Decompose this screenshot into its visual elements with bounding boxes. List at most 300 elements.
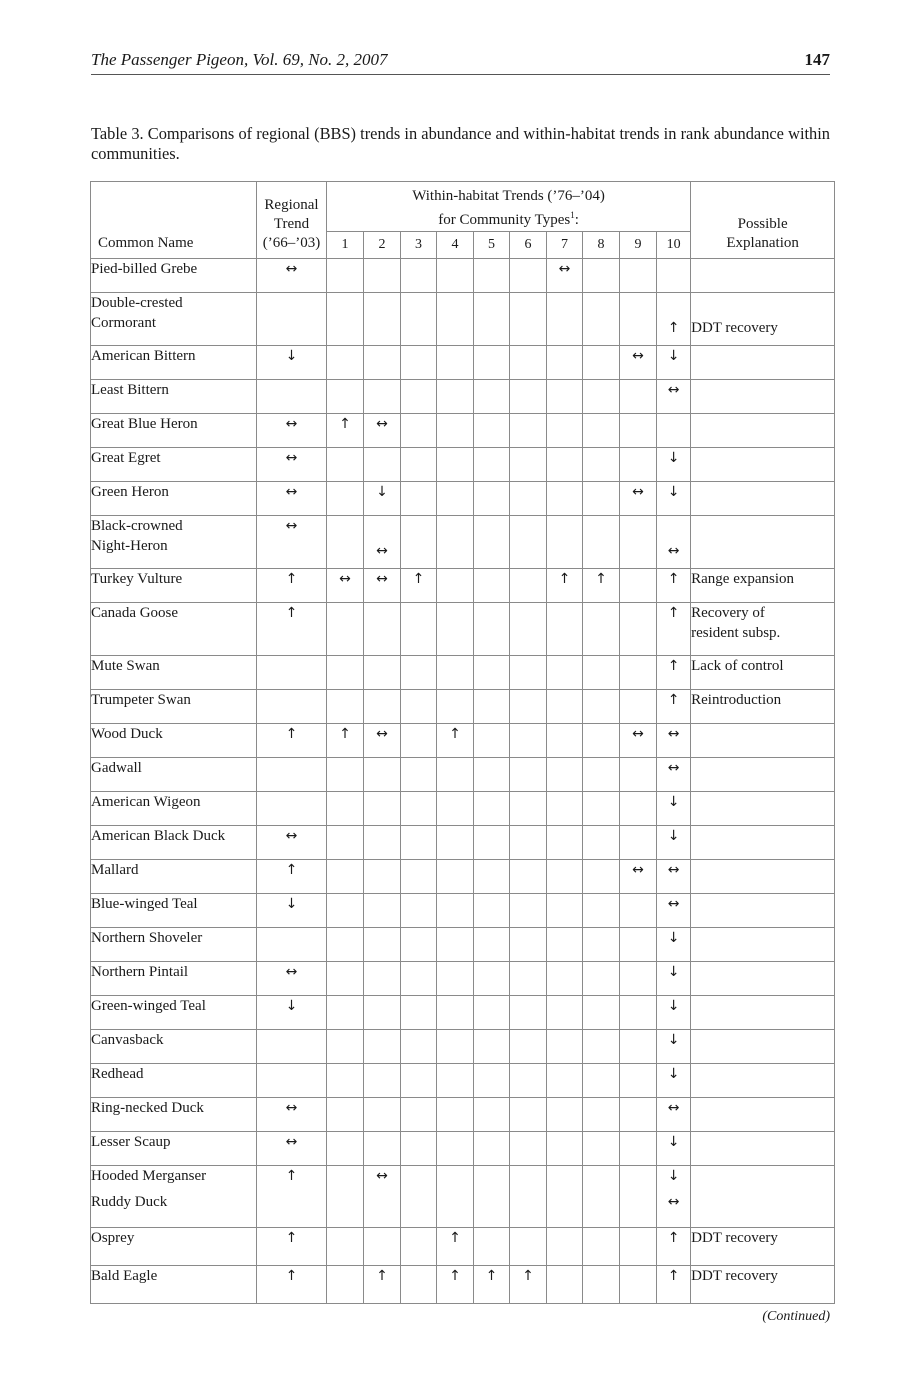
trend-cell-8 bbox=[583, 724, 620, 758]
species-name: Wood Duck bbox=[91, 724, 257, 758]
trend-cell-10: ↑ bbox=[657, 569, 691, 603]
trend-cell-4 bbox=[437, 1098, 474, 1132]
trend-cell-10: ↓ bbox=[657, 482, 691, 516]
trend-cell-8 bbox=[583, 482, 620, 516]
trend-cell-3 bbox=[401, 1166, 437, 1228]
trend-cell-2 bbox=[364, 656, 401, 690]
trend-cell-5 bbox=[474, 569, 510, 603]
regional-trend-cell bbox=[257, 758, 327, 792]
trend-cell-9: ↔ bbox=[620, 860, 657, 894]
trend-cell-3 bbox=[401, 1064, 437, 1098]
trend-cell-8 bbox=[583, 448, 620, 482]
table-row bbox=[91, 448, 835, 482]
trend-cell-7 bbox=[547, 792, 583, 826]
footnote-mark: 1 bbox=[570, 210, 575, 220]
trend-cell-7 bbox=[547, 1030, 583, 1064]
trend-cell-6 bbox=[510, 569, 547, 603]
species-name: American Black Duck bbox=[91, 826, 257, 860]
species-name: Ring-necked Duck bbox=[91, 1098, 257, 1132]
trend-cell-4 bbox=[437, 603, 474, 656]
trend-cell-7: ↔ bbox=[547, 259, 583, 293]
species-name: Hooded Merganser Ruddy Duck bbox=[91, 1166, 257, 1228]
trend-cell-7 bbox=[547, 758, 583, 792]
trend-cell-3 bbox=[401, 962, 437, 996]
trend-cell-1 bbox=[327, 1064, 364, 1098]
trend-cell-10 bbox=[657, 414, 691, 448]
trend-cell-5 bbox=[474, 414, 510, 448]
regional-trend-cell bbox=[257, 1064, 327, 1098]
trend-cell-5 bbox=[474, 1098, 510, 1132]
trend-cell-6 bbox=[510, 928, 547, 962]
header-regional-trend: Regional Trend (’66–’03) bbox=[257, 182, 327, 259]
trend-cell-9 bbox=[620, 792, 657, 826]
species-name: Lesser Scaup bbox=[91, 1132, 257, 1166]
table-row bbox=[91, 482, 835, 516]
trend-cell-7 bbox=[547, 894, 583, 928]
header-common-name: Common Name bbox=[91, 182, 257, 259]
trend-cell-9 bbox=[620, 690, 657, 724]
trend-cell-10: ↔ bbox=[657, 724, 691, 758]
trend-cell-1 bbox=[327, 259, 364, 293]
trend-cell-9 bbox=[620, 1228, 657, 1266]
trend-cell-9 bbox=[620, 1266, 657, 1304]
trend-cell-1 bbox=[327, 516, 364, 569]
species-name: Northern Shoveler bbox=[91, 928, 257, 962]
header-community-4: 4 bbox=[437, 232, 474, 259]
regional-trend-cell bbox=[257, 293, 327, 346]
trend-cell-1 bbox=[327, 690, 364, 724]
trend-cell-3 bbox=[401, 724, 437, 758]
regional-trend-cell: ↔ bbox=[257, 1098, 327, 1132]
trend-cell-8 bbox=[583, 1030, 620, 1064]
page-header bbox=[91, 46, 830, 75]
trend-cell-2: ↓ bbox=[364, 482, 401, 516]
trend-cell-4 bbox=[437, 996, 474, 1030]
table-row bbox=[91, 293, 835, 346]
journal-title: The Passenger Pigeon, Vol. 69, No. 2, 2007 bbox=[91, 50, 388, 69]
trend-cell-8 bbox=[583, 826, 620, 860]
trend-cell-6 bbox=[510, 860, 547, 894]
trend-cell-9 bbox=[620, 516, 657, 569]
trend-cell-8 bbox=[583, 894, 620, 928]
trend-cell-9 bbox=[620, 414, 657, 448]
regional-trend-cell: ↔ bbox=[257, 259, 327, 293]
table-row bbox=[91, 962, 835, 996]
trend-cell-2 bbox=[364, 1030, 401, 1064]
explanation-cell bbox=[691, 1098, 835, 1132]
trend-cell-1 bbox=[327, 792, 364, 826]
regional-trend-cell: ↓ bbox=[257, 996, 327, 1030]
trend-cell-1 bbox=[327, 962, 364, 996]
trend-cell-3 bbox=[401, 414, 437, 448]
regional-trend-cell bbox=[257, 1030, 327, 1064]
trend-cell-7 bbox=[547, 962, 583, 996]
trend-cell-3 bbox=[401, 448, 437, 482]
trend-cell-9 bbox=[620, 894, 657, 928]
trend-cell-8 bbox=[583, 758, 620, 792]
species-name: Bald Eagle bbox=[91, 1266, 257, 1304]
trend-cell-9 bbox=[620, 996, 657, 1030]
trend-cell-5 bbox=[474, 792, 510, 826]
trend-cell-3 bbox=[401, 1132, 437, 1166]
trend-cell-2 bbox=[364, 758, 401, 792]
regional-trend-cell: ↔ bbox=[257, 448, 327, 482]
trend-cell-9 bbox=[620, 1030, 657, 1064]
explanation-cell bbox=[691, 1030, 835, 1064]
trend-cell-9 bbox=[620, 603, 657, 656]
trend-cell-8 bbox=[583, 259, 620, 293]
trend-cell-3 bbox=[401, 928, 437, 962]
explanation-cell bbox=[691, 380, 835, 414]
trend-cell-9 bbox=[620, 928, 657, 962]
table-caption: Table 3. Comparisons of regional (BBS) trends in abundance and within-habitat trends in rank abundance within communities. bbox=[91, 124, 830, 163]
species-name: Green Heron bbox=[91, 482, 257, 516]
trend-cell-9 bbox=[620, 448, 657, 482]
trend-cell-9 bbox=[620, 569, 657, 603]
trend-cell-8 bbox=[583, 1098, 620, 1132]
regional-trend-cell: ↔ bbox=[257, 414, 327, 448]
trend-cell-9 bbox=[620, 656, 657, 690]
trend-cell-3 bbox=[401, 1098, 437, 1132]
trend-cell-10: ↑ bbox=[657, 603, 691, 656]
trend-cell-6 bbox=[510, 656, 547, 690]
trend-cell-1 bbox=[327, 1098, 364, 1132]
explanation-cell: Range expansion bbox=[691, 569, 835, 603]
species-name: Redhead bbox=[91, 1064, 257, 1098]
trend-cell-4 bbox=[437, 1132, 474, 1166]
trend-cell-6 bbox=[510, 792, 547, 826]
explanation-cell bbox=[691, 758, 835, 792]
table-row bbox=[91, 656, 835, 690]
trend-cell-1: ↑ bbox=[327, 724, 364, 758]
trend-cell-10: ↔ bbox=[657, 860, 691, 894]
header-community-2: 2 bbox=[364, 232, 401, 259]
trend-cell-10: ↑ bbox=[657, 690, 691, 724]
trend-cell-1 bbox=[327, 1228, 364, 1266]
trend-cell-9 bbox=[620, 1166, 657, 1228]
trend-cell-1 bbox=[327, 758, 364, 792]
trend-cell-4 bbox=[437, 826, 474, 860]
trend-cell-3 bbox=[401, 690, 437, 724]
species-name: Great Blue Heron bbox=[91, 414, 257, 448]
trend-cell-9 bbox=[620, 1132, 657, 1166]
explanation-cell: DDT recovery bbox=[691, 1266, 835, 1304]
explanation-cell bbox=[691, 894, 835, 928]
trend-cell-5 bbox=[474, 516, 510, 569]
table-row bbox=[91, 603, 835, 656]
explanation-cell bbox=[691, 724, 835, 758]
trend-cell-10: ↓ bbox=[657, 962, 691, 996]
trend-cell-10: ↔ bbox=[657, 894, 691, 928]
trend-cell-7 bbox=[547, 1132, 583, 1166]
trend-cell-9: ↔ bbox=[620, 724, 657, 758]
table-row bbox=[91, 1098, 835, 1132]
trend-cell-5 bbox=[474, 482, 510, 516]
trend-cell-8 bbox=[583, 603, 620, 656]
trend-cell-1 bbox=[327, 346, 364, 380]
regional-trend-cell: ↑ bbox=[257, 860, 327, 894]
regional-trend-cell: ↔ bbox=[257, 482, 327, 516]
table-row bbox=[91, 1030, 835, 1064]
explanation-cell: Lack of control bbox=[691, 656, 835, 690]
header-explanation: Possible Explanation bbox=[691, 182, 835, 259]
explanation-cell bbox=[691, 860, 835, 894]
trend-cell-1 bbox=[327, 826, 364, 860]
trend-cell-2: ↔ bbox=[364, 414, 401, 448]
trend-cell-8 bbox=[583, 996, 620, 1030]
regional-trend-cell: ↑ bbox=[257, 1228, 327, 1266]
explanation-cell bbox=[691, 928, 835, 962]
trend-cell-3 bbox=[401, 259, 437, 293]
trend-cell-2 bbox=[364, 448, 401, 482]
trend-cell-3 bbox=[401, 1030, 437, 1064]
trend-cell-3 bbox=[401, 860, 437, 894]
trend-cell-2: ↑ bbox=[364, 1266, 401, 1304]
trend-cell-1 bbox=[327, 482, 364, 516]
trend-cell-4 bbox=[437, 380, 474, 414]
trend-cell-5 bbox=[474, 603, 510, 656]
trend-cell-2 bbox=[364, 603, 401, 656]
trend-cell-2 bbox=[364, 346, 401, 380]
trend-cell-7 bbox=[547, 603, 583, 656]
trend-cell-1 bbox=[327, 603, 364, 656]
trend-cell-5 bbox=[474, 1064, 510, 1098]
trend-cell-8 bbox=[583, 860, 620, 894]
trend-cell-9 bbox=[620, 962, 657, 996]
trend-cell-7 bbox=[547, 1166, 583, 1228]
trend-cell-10: ↓ bbox=[657, 792, 691, 826]
trend-cell-4 bbox=[437, 293, 474, 346]
trend-cell-8 bbox=[583, 1266, 620, 1304]
trend-cell-1 bbox=[327, 860, 364, 894]
regional-trend-cell bbox=[257, 928, 327, 962]
trend-cell-7 bbox=[547, 1228, 583, 1266]
trend-cell-10: ↔ bbox=[657, 380, 691, 414]
trend-cell-5 bbox=[474, 448, 510, 482]
trend-cell-5 bbox=[474, 894, 510, 928]
trend-cell-2 bbox=[364, 380, 401, 414]
trend-cell-4: ↑ bbox=[437, 724, 474, 758]
trend-cell-4 bbox=[437, 516, 474, 569]
trend-cell-5 bbox=[474, 962, 510, 996]
trend-cell-9 bbox=[620, 380, 657, 414]
explanation-cell bbox=[691, 826, 835, 860]
species-name: Blue-winged Teal bbox=[91, 894, 257, 928]
trend-cell-7 bbox=[547, 516, 583, 569]
table-row bbox=[91, 860, 835, 894]
trend-cell-7 bbox=[547, 1098, 583, 1132]
trend-cell-7 bbox=[547, 293, 583, 346]
trend-cell-8 bbox=[583, 1132, 620, 1166]
trend-cell-5 bbox=[474, 346, 510, 380]
trend-cell-7 bbox=[547, 928, 583, 962]
regional-trend-cell: ↔ bbox=[257, 962, 327, 996]
species-name: Northern Pintail bbox=[91, 962, 257, 996]
trend-cell-3 bbox=[401, 1228, 437, 1266]
trend-cell-10: ↓ bbox=[657, 1064, 691, 1098]
trend-cell-8 bbox=[583, 656, 620, 690]
trend-cell-4 bbox=[437, 259, 474, 293]
regional-trend-cell: ↓ bbox=[257, 346, 327, 380]
table-row bbox=[91, 516, 835, 569]
trend-cell-2 bbox=[364, 860, 401, 894]
explanation-cell bbox=[691, 792, 835, 826]
trend-cell-7 bbox=[547, 448, 583, 482]
table-row bbox=[91, 259, 835, 293]
trend-cell-10: ↔ bbox=[657, 1098, 691, 1132]
trend-cell-7 bbox=[547, 996, 583, 1030]
header-community-7: 7 bbox=[547, 232, 583, 259]
species-name: American Bittern bbox=[91, 346, 257, 380]
explanation-cell bbox=[691, 259, 835, 293]
trend-cell-8 bbox=[583, 380, 620, 414]
trend-cell-6 bbox=[510, 259, 547, 293]
species-name: Trumpeter Swan bbox=[91, 690, 257, 724]
trend-cell-9: ↔ bbox=[620, 346, 657, 380]
trend-cell-4 bbox=[437, 1166, 474, 1228]
trend-cell-2 bbox=[364, 962, 401, 996]
trend-cell-6 bbox=[510, 996, 547, 1030]
trend-cell-10: ↓ bbox=[657, 346, 691, 380]
trend-cell-6 bbox=[510, 1098, 547, 1132]
trend-cell-3 bbox=[401, 346, 437, 380]
trend-cell-7 bbox=[547, 482, 583, 516]
trend-cell-6 bbox=[510, 758, 547, 792]
trend-cell-8 bbox=[583, 1166, 620, 1228]
trend-cell-6 bbox=[510, 293, 547, 346]
trend-cell-6 bbox=[510, 414, 547, 448]
trend-cell-3 bbox=[401, 293, 437, 346]
trend-cell-4 bbox=[437, 656, 474, 690]
explanation-cell: Reintroduction bbox=[691, 690, 835, 724]
trend-cell-7 bbox=[547, 1266, 583, 1304]
trend-cell-5 bbox=[474, 1228, 510, 1266]
species-name: Mute Swan bbox=[91, 656, 257, 690]
regional-trend-cell bbox=[257, 656, 327, 690]
trend-cell-10: ↓ bbox=[657, 1132, 691, 1166]
trend-cell-8 bbox=[583, 1064, 620, 1098]
regional-trend-cell: ↑ bbox=[257, 603, 327, 656]
trend-cell-10: ↓ bbox=[657, 928, 691, 962]
table-row bbox=[91, 414, 835, 448]
trend-cell-2 bbox=[364, 259, 401, 293]
regional-trend-cell: ↑ bbox=[257, 724, 327, 758]
trend-cell-9 bbox=[620, 758, 657, 792]
trend-cell-6 bbox=[510, 690, 547, 724]
species-name: Osprey bbox=[91, 1228, 257, 1266]
trend-cell-7 bbox=[547, 414, 583, 448]
trend-cell-1 bbox=[327, 1266, 364, 1304]
trend-cell-5 bbox=[474, 690, 510, 724]
header-community-8: 8 bbox=[583, 232, 620, 259]
trend-cell-5: ↑ bbox=[474, 1266, 510, 1304]
trend-cell-1 bbox=[327, 1132, 364, 1166]
trend-cell-5 bbox=[474, 928, 510, 962]
table-row bbox=[91, 1228, 835, 1266]
trend-cell-8 bbox=[583, 792, 620, 826]
trend-cell-2 bbox=[364, 792, 401, 826]
trend-cell-2 bbox=[364, 293, 401, 346]
trend-cell-10: ↓ bbox=[657, 996, 691, 1030]
trend-cell-6 bbox=[510, 1228, 547, 1266]
trend-cell-3 bbox=[401, 826, 437, 860]
trend-cell-2 bbox=[364, 1098, 401, 1132]
trend-cell-10: ↓ bbox=[657, 448, 691, 482]
regional-trend-cell: ↑ bbox=[257, 569, 327, 603]
trend-cell-4 bbox=[437, 346, 474, 380]
trend-cell-8 bbox=[583, 962, 620, 996]
explanation-cell bbox=[691, 1064, 835, 1098]
trend-cell-6 bbox=[510, 1132, 547, 1166]
trend-cell-10: ↔ bbox=[657, 758, 691, 792]
trend-cell-2: ↔ bbox=[364, 569, 401, 603]
table-row bbox=[91, 724, 835, 758]
trend-cell-8 bbox=[583, 293, 620, 346]
regional-trend-cell bbox=[257, 792, 327, 826]
species-name: Double-crested Cormorant bbox=[91, 293, 257, 346]
trend-cell-4: ↑ bbox=[437, 1228, 474, 1266]
trend-cell-2 bbox=[364, 1132, 401, 1166]
trend-cell-6: ↑ bbox=[510, 1266, 547, 1304]
trend-cell-10: ↔ bbox=[657, 516, 691, 569]
trend-cell-4 bbox=[437, 860, 474, 894]
trend-cell-2 bbox=[364, 826, 401, 860]
trend-cell-8 bbox=[583, 346, 620, 380]
explanation-cell bbox=[691, 346, 835, 380]
trend-cell-5 bbox=[474, 380, 510, 414]
table-row bbox=[91, 894, 835, 928]
trend-cell-3 bbox=[401, 792, 437, 826]
trend-cell-6 bbox=[510, 1166, 547, 1228]
table-row bbox=[91, 690, 835, 724]
trend-cell-6 bbox=[510, 380, 547, 414]
trend-cell-6 bbox=[510, 516, 547, 569]
trend-cell-4 bbox=[437, 1030, 474, 1064]
trend-cell-4 bbox=[437, 894, 474, 928]
trend-cell-10: ↑ bbox=[657, 293, 691, 346]
trend-cell-8 bbox=[583, 690, 620, 724]
explanation-cell bbox=[691, 414, 835, 448]
explanation-cell bbox=[691, 1166, 835, 1228]
trend-cell-7 bbox=[547, 724, 583, 758]
trend-cell-4 bbox=[437, 792, 474, 826]
trend-cell-2: ↔ bbox=[364, 1166, 401, 1228]
trend-cell-1 bbox=[327, 894, 364, 928]
trend-cell-3 bbox=[401, 894, 437, 928]
trend-cell-6 bbox=[510, 962, 547, 996]
trend-cell-1 bbox=[327, 293, 364, 346]
trend-cell-1 bbox=[327, 1030, 364, 1064]
trend-cell-7 bbox=[547, 380, 583, 414]
explanation-cell bbox=[691, 482, 835, 516]
header-community-10: 10 bbox=[657, 232, 691, 259]
header-within-habitat: Within-habitat Trends (’76–’04) for Community Types$^1$: bbox=[327, 182, 691, 232]
trend-cell-3 bbox=[401, 656, 437, 690]
trend-cell-6 bbox=[510, 448, 547, 482]
trend-cell-1 bbox=[327, 1166, 364, 1228]
table-row bbox=[91, 996, 835, 1030]
trend-cell-6 bbox=[510, 1030, 547, 1064]
trend-cell-5 bbox=[474, 860, 510, 894]
trend-cell-2 bbox=[364, 894, 401, 928]
trend-cell-3 bbox=[401, 516, 437, 569]
trend-cell-3 bbox=[401, 1266, 437, 1304]
table-row bbox=[91, 346, 835, 380]
trend-cell-6 bbox=[510, 724, 547, 758]
explanation-cell bbox=[691, 962, 835, 996]
trend-cell-9: ↔ bbox=[620, 482, 657, 516]
header-community-9: 9 bbox=[620, 232, 657, 259]
